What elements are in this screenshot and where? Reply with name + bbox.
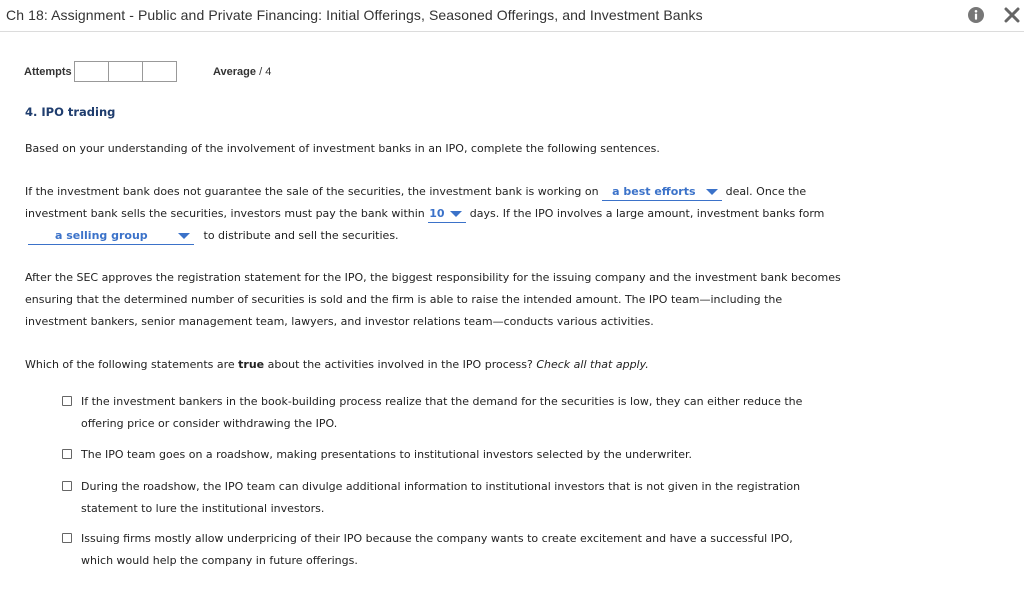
- option-checkbox[interactable]: [62, 481, 72, 491]
- attempts-boxes: [74, 61, 176, 82]
- option-checkbox[interactable]: [62, 449, 72, 459]
- option-item[interactable]: [62, 391, 822, 435]
- days-dropdown[interactable]: [428, 207, 466, 223]
- title-bar: [0, 0, 1024, 32]
- option-text: Issuing firms mostly allow underpricing of their IPO because the company wants to create excitement and have a successful IPO, which would help the company in future offerings.: [81, 532, 793, 567]
- prompt-text: Which of the following statements are: [25, 358, 235, 371]
- fill-text-2: deal. Once the investment bank sells the securities, investors must pay the bank within: [25, 185, 807, 220]
- dropdown-value: 10: [429, 207, 445, 220]
- best-efforts-dropdown[interactable]: [602, 185, 722, 201]
- prompt-bold: true: [238, 358, 265, 371]
- chevron-down-icon: [706, 189, 718, 195]
- option-text: If the investment bankers in the book-building process realize that the demand for the securities is low, they can either reduce the offering price or consider withdrawing the IPO.: [81, 395, 803, 430]
- average-value: / 4: [259, 66, 272, 78]
- attempts-label: Attempts: [24, 66, 72, 78]
- dropdown-value: a selling group: [55, 229, 148, 242]
- chevron-down-icon: [178, 233, 190, 239]
- option-checkbox[interactable]: [62, 396, 72, 406]
- fill-text-1: If the investment bank does not guarantee the sale of the securities, the investment bank is working on: [25, 185, 599, 198]
- average-score: [213, 66, 271, 78]
- attempt-box: [108, 61, 143, 82]
- question-prompt: [25, 354, 855, 376]
- prompt-instruction: Check all that apply.: [536, 358, 649, 371]
- dropdown-value: a best efforts: [612, 185, 696, 198]
- fill-text-4: to distribute and sell the securities.: [203, 229, 399, 242]
- option-text: During the roadshow, the IPO team can divulge additional information to institutional investors that is not given in the registration statement to lure the institutional investors.: [81, 480, 801, 515]
- option-text: The IPO team goes on a roadshow, making presentations to institutional investors selected by the underwriter.: [81, 448, 692, 461]
- average-label: Average: [213, 66, 257, 78]
- attempt-box: [74, 61, 109, 82]
- option-item[interactable]: [62, 444, 822, 466]
- prompt-text-2: about the activities involved in the IPO process?: [267, 358, 533, 371]
- context-paragraph: After the SEC approves the registration statement for the IPO, the biggest responsibility for the issuing company and the investment bank becomes ensuring that the determined number of securities is sold and the firm is able to raise the intended amount. The IPO team—including the investment bankers, senior management team, lawyers, and investor relations team—conducts various activities.: [25, 271, 841, 328]
- selling-group-dropdown[interactable]: [28, 229, 194, 245]
- info-icon[interactable]: [968, 7, 984, 23]
- close-icon[interactable]: [1003, 6, 1021, 24]
- chevron-down-icon: [450, 211, 462, 217]
- option-item[interactable]: [62, 476, 822, 520]
- option-checkbox[interactable]: [62, 533, 72, 543]
- option-item[interactable]: [62, 528, 822, 572]
- question-intro: Based on your understanding of the involvement of investment banks in an IPO, complete the following sentences.: [25, 142, 660, 155]
- attempt-box: [142, 61, 177, 82]
- fill-in-paragraph: [25, 181, 855, 247]
- assignment-title: Ch 18: Assignment - Public and Private Financing: Initial Offerings, Seasoned Offerings, and Investment Banks: [6, 7, 703, 23]
- fill-text-3: days. If the IPO involves a large amount, investment banks form: [469, 207, 825, 220]
- question-title: 4. IPO trading: [25, 105, 116, 119]
